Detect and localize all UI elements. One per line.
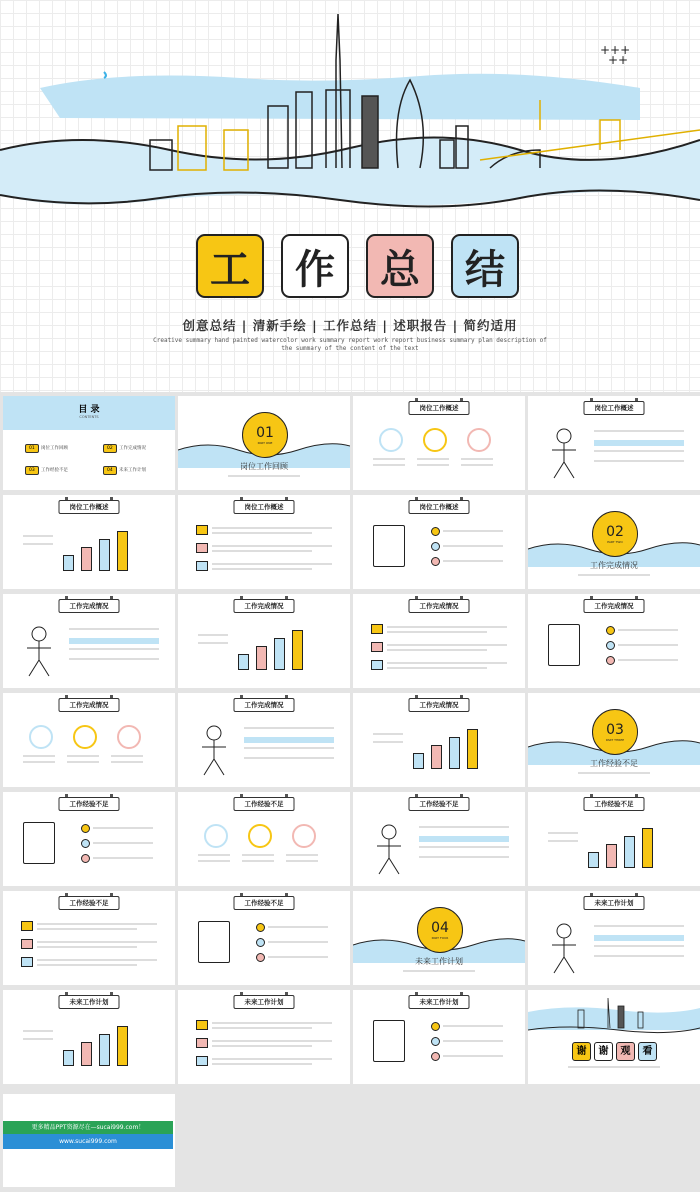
- text-placeholder-line: [37, 941, 157, 943]
- bullet-dot-icon: [606, 626, 615, 635]
- text-placeholder-line: [618, 659, 678, 661]
- chart-bar: [292, 630, 303, 670]
- text-placeholder-line: [419, 826, 509, 828]
- text-placeholder-line: [212, 532, 312, 534]
- text-placeholder-line: [198, 642, 228, 644]
- text-placeholder-line: [69, 628, 159, 630]
- slide-thumbnail[interactable]: [528, 396, 700, 490]
- stick-figure-illustration: [19, 624, 59, 679]
- stick-figure-illustration: [369, 822, 409, 877]
- chart-bar: [449, 737, 460, 769]
- slide-thumbnail[interactable]: [528, 594, 700, 688]
- chart-bar: [63, 1050, 74, 1066]
- round-icon: [73, 725, 97, 749]
- chart-bar: [624, 836, 635, 868]
- text-placeholder-line: [242, 860, 274, 862]
- text-placeholder-line: [69, 648, 159, 650]
- section-number: 02: [606, 524, 624, 540]
- text-placeholder-line: [37, 946, 137, 948]
- bullet-dot-icon: [606, 641, 615, 650]
- slide-thumbnail[interactable]: [3, 990, 175, 1084]
- text-placeholder-line: [594, 440, 684, 446]
- text-placeholder-line: [212, 550, 312, 552]
- chart-bar: [117, 531, 128, 571]
- text-placeholder-line: [93, 842, 153, 844]
- text-placeholder-line: [618, 644, 678, 646]
- slide-thumbnail[interactable]: [178, 990, 350, 1084]
- slide-thumbnail[interactable]: [528, 792, 700, 886]
- text-placeholder-line: [23, 755, 55, 757]
- list-marker-icon: [196, 1020, 208, 1030]
- text-placeholder-line: [461, 464, 493, 466]
- text-placeholder-line: [417, 464, 449, 466]
- slide-thumbnail[interactable]: [528, 891, 700, 985]
- text-placeholder-line: [23, 761, 55, 763]
- list-marker-icon: [371, 642, 383, 652]
- chart-bar: [238, 654, 249, 670]
- bullet-dot-icon: [256, 938, 265, 947]
- text-placeholder-line: [69, 638, 159, 644]
- list-marker-icon: [196, 561, 208, 571]
- slide-header-title: 岗位工作概述: [409, 401, 470, 415]
- bullet-dot-icon: [606, 656, 615, 665]
- slide-header-title: 未来工作计划: [234, 995, 295, 1009]
- slide-thumbnail[interactable]: [178, 693, 350, 787]
- footer-url-link[interactable]: www.sucai999.com: [3, 1134, 173, 1149]
- text-placeholder-line: [212, 1063, 312, 1065]
- title-char-box: 作: [281, 234, 349, 298]
- round-icon: [423, 428, 447, 452]
- slide-thumbnail-section[interactable]: [528, 693, 700, 787]
- chart-bar: [588, 852, 599, 868]
- chart-bar: [99, 539, 110, 571]
- slide-header-title: 工作经验不足: [409, 797, 470, 811]
- slide-header-title: 未来工作计划: [409, 995, 470, 1009]
- svg-text:+++: +++: [600, 43, 631, 57]
- chart-bar: [63, 555, 74, 571]
- cover-subtitle-cn: 创意总结 | 清新手绘 | 工作总结 | 述职报告 | 简约适用: [182, 318, 518, 333]
- text-placeholder-line: [268, 956, 328, 958]
- slide-thumbnail[interactable]: [3, 495, 175, 589]
- slide-thumbnail[interactable]: [178, 891, 350, 985]
- toc-num: 03: [25, 466, 39, 475]
- text-placeholder-line: [67, 761, 99, 763]
- text-placeholder-line: [212, 1040, 332, 1042]
- text-placeholder-line: [594, 925, 684, 927]
- illustration-frame: [373, 1020, 405, 1062]
- list-marker-icon: [196, 1038, 208, 1048]
- section-title: 未来工作计划: [415, 957, 463, 966]
- text-placeholder-line: [461, 458, 493, 460]
- slide-thumbnail[interactable]: [353, 693, 525, 787]
- text-placeholder-line: [443, 560, 503, 562]
- slide-header-title: 未来工作计划: [59, 995, 120, 1009]
- text-placeholder-line: [373, 733, 403, 735]
- slide-header-title: 工作完成情况: [59, 698, 120, 712]
- slide-header-title: 岗位工作概述: [234, 500, 295, 514]
- bullet-dot-icon: [431, 1037, 440, 1046]
- text-placeholder-line: [403, 970, 475, 972]
- text-placeholder-line: [387, 667, 487, 669]
- text-placeholder-line: [286, 860, 318, 862]
- text-placeholder-line: [443, 530, 503, 532]
- text-placeholder-line: [387, 644, 507, 646]
- text-placeholder-line: [594, 460, 684, 462]
- text-placeholder-line: [594, 935, 684, 941]
- section-title: 工作完成情况: [590, 561, 638, 570]
- text-placeholder-line: [419, 846, 509, 848]
- chart-bar: [642, 828, 653, 868]
- bullet-dot-icon: [81, 824, 90, 833]
- list-marker-icon: [196, 525, 208, 535]
- slide-thumbnail[interactable]: [353, 396, 525, 490]
- round-icon: [467, 428, 491, 452]
- text-placeholder-line: [212, 563, 332, 565]
- city-skyline-illustration: [0, 0, 700, 230]
- toc-title: 目 录: [78, 405, 100, 415]
- slide-thumbnail-section[interactable]: [178, 396, 350, 490]
- slide-header-title: 工作经验不足: [59, 896, 120, 910]
- text-placeholder-line: [111, 755, 143, 757]
- slide-header-title: 工作完成情况: [584, 599, 645, 613]
- chart-bar: [606, 844, 617, 868]
- bullet-dot-icon: [431, 542, 440, 551]
- round-icon: [29, 725, 53, 749]
- toc-label: 工作经验不足: [41, 468, 68, 473]
- list-marker-icon: [21, 957, 33, 967]
- toc-subtitle: CONTENTS: [79, 415, 99, 419]
- text-placeholder-line: [228, 475, 300, 477]
- slide-header-title: 工作完成情况: [59, 599, 120, 613]
- chart-bar: [81, 1042, 92, 1066]
- section-number: 01: [256, 425, 274, 441]
- toc-label: 岗位工作回顾: [41, 446, 68, 451]
- slide-thumbnail[interactable]: [3, 792, 175, 886]
- chart-bar: [117, 1026, 128, 1066]
- slide-thumbnail-grid: [3, 396, 700, 1084]
- text-placeholder-line: [93, 827, 153, 829]
- chart-bar: [431, 745, 442, 769]
- section-number: 04: [431, 920, 449, 936]
- section-title: 工作经验不足: [590, 759, 638, 768]
- text-placeholder-line: [443, 1040, 503, 1042]
- text-placeholder-line: [443, 1055, 503, 1057]
- text-placeholder-line: [23, 1038, 53, 1040]
- text-placeholder-line: [443, 545, 503, 547]
- bullet-dot-icon: [256, 953, 265, 962]
- toc-label: 工作完成情况: [119, 446, 146, 451]
- round-icon: [292, 824, 316, 848]
- text-placeholder-line: [23, 543, 53, 545]
- bullet-dot-icon: [431, 1052, 440, 1061]
- text-placeholder-line: [23, 1030, 53, 1032]
- text-placeholder-line: [67, 755, 99, 757]
- stick-figure-illustration: [544, 426, 584, 481]
- slide-thumbnail[interactable]: [353, 495, 525, 589]
- cover-subtitle-en: the summary of the content of the text: [281, 345, 419, 352]
- cover-title: [196, 234, 519, 298]
- slide-header-title: 工作经验不足: [234, 797, 295, 811]
- slide-header-title: 岗位工作概述: [584, 401, 645, 415]
- slide-header-title: 工作经验不足: [584, 797, 645, 811]
- text-placeholder-line: [578, 574, 650, 576]
- toc-num: 04: [103, 466, 117, 475]
- text-placeholder-line: [23, 535, 53, 537]
- text-placeholder-line: [244, 737, 334, 743]
- illustration-frame: [373, 525, 405, 567]
- text-placeholder-line: [594, 955, 684, 957]
- text-placeholder-line: [37, 923, 157, 925]
- slide-header-title: 工作完成情况: [409, 698, 470, 712]
- text-placeholder-line: [387, 649, 487, 651]
- section-part: PART FOUR: [431, 936, 449, 940]
- bullet-dot-icon: [81, 854, 90, 863]
- list-marker-icon: [21, 939, 33, 949]
- stick-figure-illustration: [194, 723, 234, 778]
- section-number-circle: [592, 709, 638, 755]
- text-placeholder-line: [373, 464, 405, 466]
- chart-bar: [81, 547, 92, 571]
- end-title-char-box: 谢: [594, 1042, 613, 1061]
- text-placeholder-line: [212, 527, 332, 529]
- text-placeholder-line: [69, 658, 159, 660]
- text-placeholder-line: [419, 856, 509, 858]
- slide-thumbnail[interactable]: [353, 594, 525, 688]
- round-icon: [379, 428, 403, 452]
- text-placeholder-line: [373, 458, 405, 460]
- section-number-circle: [242, 412, 288, 458]
- cover-subtitle-en: Creative summary hand painted watercolor work summary report work report business summary plan description of: [153, 337, 547, 344]
- bullet-dot-icon: [81, 839, 90, 848]
- text-placeholder-line: [198, 860, 230, 862]
- text-placeholder-line: [111, 761, 143, 763]
- section-number: 03: [606, 722, 624, 738]
- slide-header-title: 岗位工作概述: [59, 500, 120, 514]
- slide-thumbnail[interactable]: [178, 495, 350, 589]
- text-placeholder-line: [417, 458, 449, 460]
- end-title-char-box: 谢: [572, 1042, 591, 1061]
- text-placeholder-line: [373, 741, 403, 743]
- text-placeholder-line: [387, 631, 487, 633]
- text-placeholder-line: [594, 430, 684, 432]
- section-part: PART THREE: [605, 738, 625, 742]
- text-placeholder-line: [37, 928, 137, 930]
- text-placeholder-line: [212, 1027, 312, 1029]
- slide-thumbnail-toc[interactable]: [3, 396, 175, 490]
- text-placeholder-line: [242, 854, 274, 856]
- round-icon: [117, 725, 141, 749]
- slide-thumbnail[interactable]: [3, 891, 175, 985]
- chart-bar: [99, 1034, 110, 1066]
- slide-thumbnail[interactable]: [353, 792, 525, 886]
- text-placeholder-line: [387, 626, 507, 628]
- list-marker-icon: [196, 1056, 208, 1066]
- text-placeholder-line: [212, 1022, 332, 1024]
- text-placeholder-line: [548, 840, 578, 842]
- title-char-box: 工: [196, 234, 264, 298]
- footer-promo-text[interactable]: 更多精品PPT资源尽在—sucai999.com！: [3, 1121, 173, 1134]
- stick-figure-illustration: [544, 921, 584, 976]
- slide-thumbnail[interactable]: [353, 990, 525, 1084]
- title-char-box: 结: [451, 234, 519, 298]
- text-placeholder-line: [244, 747, 334, 749]
- slide-thumbnail[interactable]: [3, 693, 175, 787]
- title-char-box: 总: [366, 234, 434, 298]
- section-part: PART ONE: [257, 441, 273, 445]
- list-marker-icon: [21, 921, 33, 931]
- chart-bar: [413, 753, 424, 769]
- toc-label: 未来工作计划: [119, 468, 146, 473]
- slide-thumbnail[interactable]: [178, 594, 350, 688]
- toc-num: 01: [25, 444, 39, 453]
- text-placeholder-line: [443, 1025, 503, 1027]
- section-number-circle: [592, 511, 638, 557]
- end-title-char-box: 看: [638, 1042, 657, 1061]
- slide-header-title: 岗位工作概述: [409, 500, 470, 514]
- round-icon: [248, 824, 272, 848]
- slide-thumbnail[interactable]: [178, 792, 350, 886]
- text-placeholder-line: [212, 1058, 332, 1060]
- slide-header-title: 工作经验不足: [59, 797, 120, 811]
- text-placeholder-line: [212, 545, 332, 547]
- text-placeholder-line: [212, 568, 312, 570]
- toc-num: 02: [103, 444, 117, 453]
- text-placeholder-line: [212, 1045, 312, 1047]
- illustration-frame: [23, 822, 55, 864]
- text-placeholder-line: [419, 836, 509, 842]
- slide-header-title: 工作完成情况: [234, 698, 295, 712]
- list-marker-icon: [371, 624, 383, 634]
- text-placeholder-line: [578, 772, 650, 774]
- slide-thumbnail-section[interactable]: [528, 495, 700, 589]
- text-placeholder-line: [286, 854, 318, 856]
- city-skyline-illustration: [528, 990, 700, 1040]
- section-number-circle: [417, 907, 463, 953]
- text-placeholder-line: [618, 629, 678, 631]
- section-part: PART TWO: [607, 540, 623, 544]
- bullet-dot-icon: [431, 527, 440, 536]
- text-placeholder-line: [594, 945, 684, 947]
- text-placeholder-line: [198, 854, 230, 856]
- bullet-dot-icon: [431, 1022, 440, 1031]
- chart-bar: [467, 729, 478, 769]
- slide-header-title: 未来工作计划: [584, 896, 645, 910]
- text-placeholder-line: [198, 634, 228, 636]
- text-placeholder-line: [548, 832, 578, 834]
- text-placeholder-line: [268, 941, 328, 943]
- cover-slide[interactable]: [0, 0, 700, 392]
- text-placeholder-line: [387, 662, 507, 664]
- text-placeholder-line: [244, 757, 334, 759]
- slide-header-title: 工作完成情况: [409, 599, 470, 613]
- svg-text:++: ++: [608, 53, 629, 67]
- section-title: 岗位工作回顾: [240, 462, 288, 471]
- round-icon: [204, 824, 228, 848]
- text-placeholder-line: [93, 857, 153, 859]
- slide-header-title: 工作完成情况: [234, 599, 295, 613]
- text-placeholder-line: [594, 450, 684, 452]
- chart-bar: [256, 646, 267, 670]
- illustration-frame: [548, 624, 580, 666]
- slide-thumbnail-section[interactable]: [353, 891, 525, 985]
- end-title-char-box: 观: [616, 1042, 635, 1061]
- text-placeholder-line: [37, 964, 137, 966]
- list-marker-icon: [196, 543, 208, 553]
- slide-header-title: 工作经验不足: [234, 896, 295, 910]
- text-placeholder-line: [244, 727, 334, 729]
- slide-thumbnail[interactable]: [3, 594, 175, 688]
- text-placeholder-line: [568, 1066, 660, 1068]
- bullet-dot-icon: [431, 557, 440, 566]
- slide-thumbnail-end[interactable]: [528, 990, 700, 1084]
- illustration-frame: [198, 921, 230, 963]
- text-placeholder-line: [268, 926, 328, 928]
- chart-bar: [274, 638, 285, 670]
- text-placeholder-line: [37, 959, 157, 961]
- list-marker-icon: [371, 660, 383, 670]
- bullet-dot-icon: [256, 923, 265, 932]
